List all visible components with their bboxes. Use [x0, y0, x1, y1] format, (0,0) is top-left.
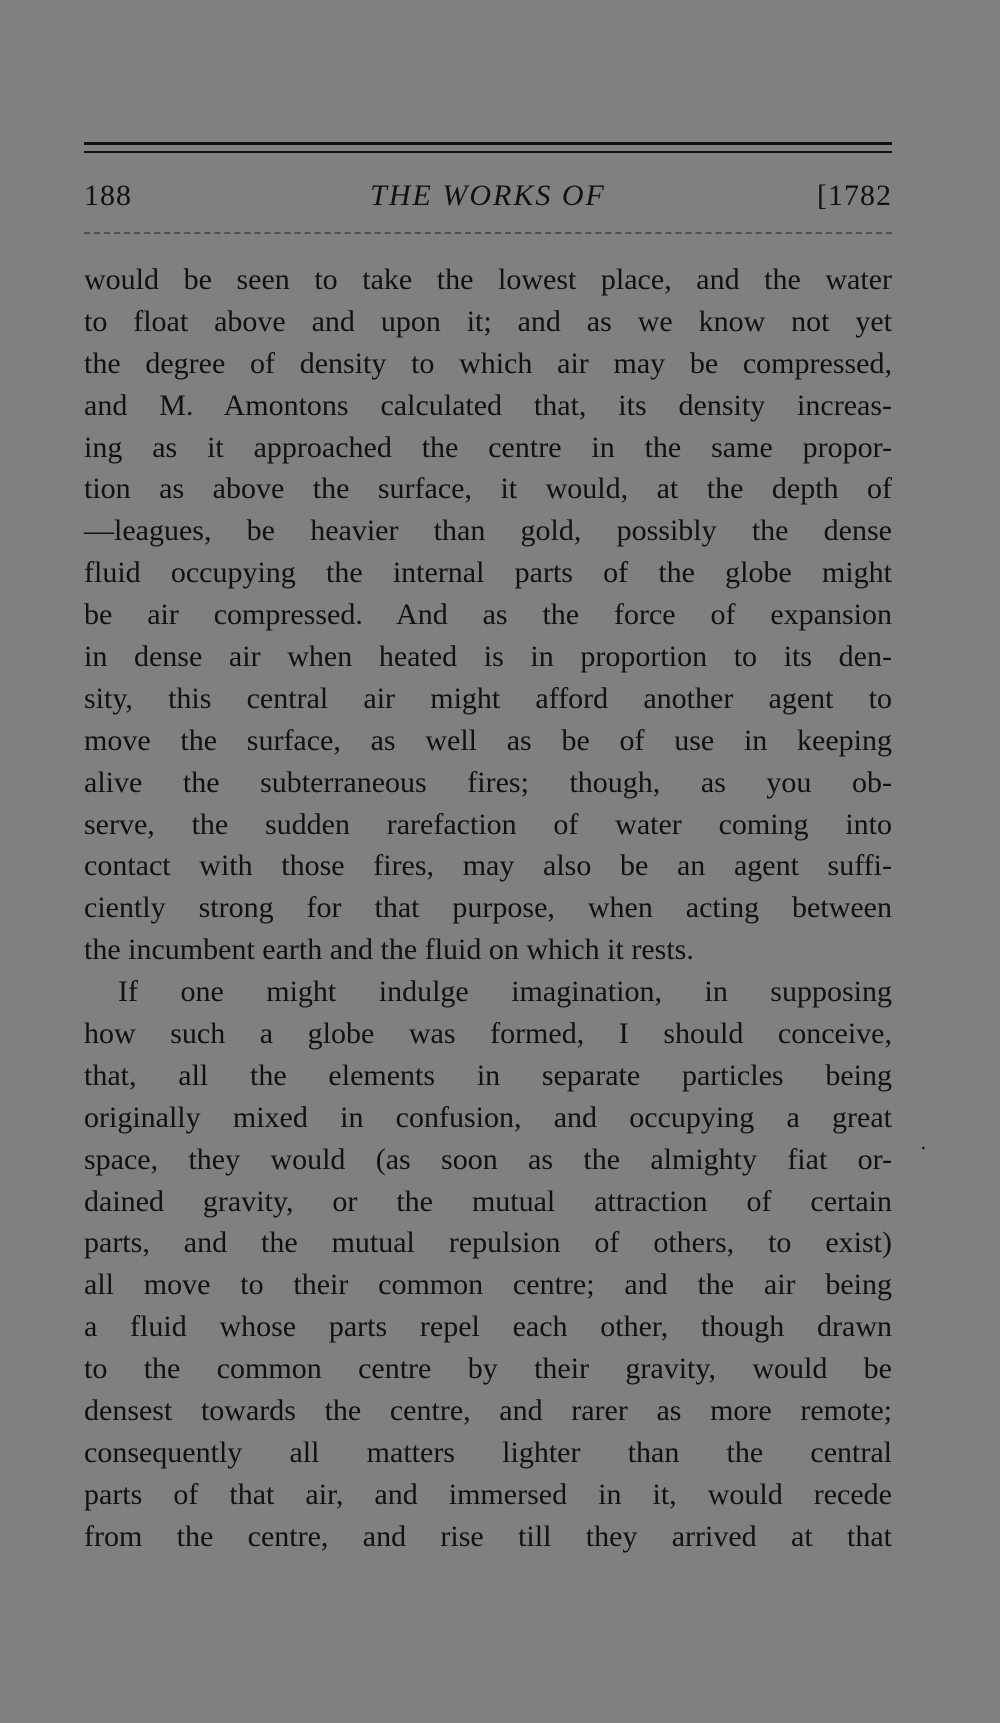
header-rule-thin [84, 151, 892, 153]
text-line: space, they would (as soon as the almighty fiat or- [84, 1142, 892, 1176]
stray-ink-mark: ․ [920, 1132, 927, 1154]
text-line: that, all the elements in separate particles being [84, 1058, 892, 1092]
text-line: would be seen to take the lowest place, and the water [84, 263, 892, 296]
text-line: a fluid whose parts repel each other, though drawn [84, 1310, 892, 1344]
text-line: to float above and upon it; and as we know not yet [84, 304, 892, 338]
running-year: [1782 [817, 179, 892, 212]
running-title: THE WORKS OF [370, 179, 606, 212]
page-number: 188 [84, 179, 132, 212]
text-line: tion as above the surface, it would, at the depth of [84, 472, 892, 506]
text-line: sity, this central air might afford another agent to [84, 681, 892, 715]
text-line: consequently all matters lighter than the central [84, 1435, 892, 1469]
running-head [84, 176, 892, 216]
text-line: parts of that air, and immersed in it, would recede [84, 1477, 892, 1511]
paragraph-start-line: If one might indulge imagination, in supposing [118, 975, 892, 1009]
text-line: all move to their common centre; and the air being [84, 1268, 892, 1302]
text-line: fluid occupying the internal parts of the globe might [84, 556, 892, 590]
text-line: be air compressed. And as the force of expansion [84, 598, 892, 632]
text-line: —leagues, be heavier than gold, possibly the dense [84, 514, 892, 548]
text-line: densest towards the centre, and rarer as more remote; [84, 1394, 892, 1428]
header-underline [84, 232, 892, 234]
text-line: to the common centre by their gravity, would be [84, 1352, 892, 1386]
text-line: the degree of density to which air may be compressed, [84, 346, 892, 380]
paragraph-end-line: the incumbent earth and the fluid on which it rests. [84, 933, 694, 967]
text-line: how such a globe was formed, I should conceive, [84, 1017, 892, 1051]
text-line: in dense air when heated is in proportion to its den- [84, 640, 892, 674]
text-line: contact with those fires, may also be an agent suffi- [84, 849, 892, 883]
text-line: serve, the sudden rarefaction of water coming into [84, 807, 892, 841]
text-line: ing as it approached the centre in the same propor- [84, 430, 892, 464]
text-line: and M. Amontons calculated that, its density increas- [84, 388, 892, 422]
text-line: ciently strong for that purpose, when acting between [84, 891, 892, 925]
text-line: alive the subterraneous fires; though, as you ob- [84, 765, 892, 799]
text-line: dained gravity, or the mutual attraction of certain [84, 1184, 892, 1218]
header-rule-thick [84, 142, 892, 145]
text-line: from the centre, and rise till they arrived at that [84, 1519, 892, 1553]
body-text [84, 259, 892, 1558]
text-line: move the surface, as well as be of use in keeping [84, 723, 892, 757]
text-line: parts, and the mutual repulsion of others, to exist) [84, 1226, 892, 1260]
text-line: originally mixed in confusion, and occupying a great [84, 1100, 892, 1134]
